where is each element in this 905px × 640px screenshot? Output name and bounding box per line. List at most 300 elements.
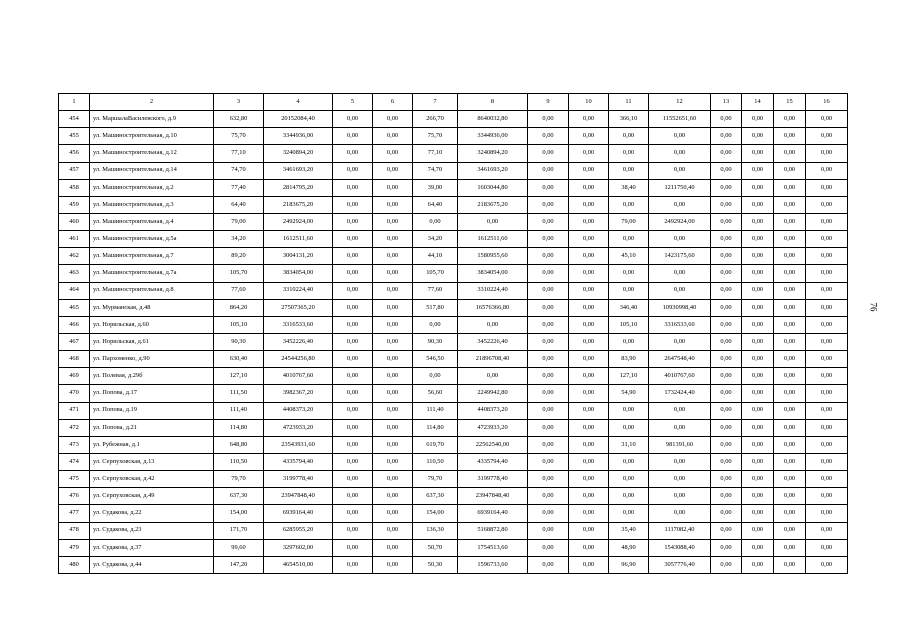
table-cell: 0,00 [569, 231, 609, 248]
table-cell: 0,00 [649, 128, 711, 145]
table-cell: 0,00 [373, 471, 413, 488]
table-cell: 0,00 [742, 402, 774, 419]
table-row [59, 419, 848, 436]
table-cell: 4408373,20 [458, 402, 528, 419]
table-cell: 0,00 [333, 265, 373, 282]
table-cell: 3834054,00 [264, 265, 333, 282]
table-cell: 0,00 [333, 351, 373, 368]
table-row [59, 162, 848, 179]
table-cell: 0,00 [333, 179, 373, 196]
table-cell: 64,40 [413, 196, 458, 213]
table-row [59, 213, 848, 230]
table-cell: 0,00 [649, 265, 711, 282]
table-cell: 0,00 [806, 368, 848, 385]
table-cell: 0,00 [373, 145, 413, 162]
table-cell: 0,00 [609, 145, 649, 162]
table-cell: 0,00 [806, 453, 848, 470]
table-cell: 0,00 [569, 505, 609, 522]
table-cell: 77,10 [214, 145, 264, 162]
table-cell: 0,00 [458, 213, 528, 230]
address-cell: ул. Попова, д.19 [90, 402, 214, 419]
table-cell: 0,00 [528, 539, 569, 556]
table-cell: 3461693,20 [458, 162, 528, 179]
table-cell: 0,00 [569, 213, 609, 230]
table-row [59, 128, 848, 145]
table-cell: 0,00 [373, 488, 413, 505]
table-cell: 0,00 [373, 402, 413, 419]
column-header: 5 [333, 94, 373, 111]
table-cell: 6285955,20 [264, 522, 333, 539]
table-cell: 0,00 [774, 128, 806, 145]
table-cell: 0,00 [569, 419, 609, 436]
table-cell: 3004131,20 [264, 248, 333, 265]
table-cell: 471 [59, 402, 90, 419]
table-cell: 0,00 [742, 351, 774, 368]
table-cell: 0,00 [528, 419, 569, 436]
table-cell: 50,30 [413, 556, 458, 573]
table-cell: 0,00 [711, 231, 742, 248]
table-cell: 0,00 [569, 368, 609, 385]
table-cell: 64,40 [214, 196, 264, 213]
address-cell: ул. Мурманская, д.48 [90, 299, 214, 316]
address-cell: ул. Попова, д.17 [90, 385, 214, 402]
table-cell: 0,00 [373, 556, 413, 573]
table-cell: 3982367,20 [264, 385, 333, 402]
table-cell: 0,00 [333, 333, 373, 350]
table-cell: 0,00 [609, 453, 649, 470]
table-cell: 3452226,40 [458, 333, 528, 350]
table-cell: 3310224,40 [458, 282, 528, 299]
table-cell: 0,00 [528, 453, 569, 470]
table-cell: 0,00 [711, 402, 742, 419]
table-cell: 24544256,80 [264, 351, 333, 368]
table-cell: 3057776,40 [649, 556, 711, 573]
table-cell: 0,00 [413, 213, 458, 230]
table-cell: 0,00 [806, 419, 848, 436]
table-cell: 83,90 [609, 351, 649, 368]
table-row [59, 299, 848, 316]
table-cell: 4654510,00 [264, 556, 333, 573]
table-cell: 0,00 [806, 556, 848, 573]
column-header: 4 [264, 94, 333, 111]
table-cell: 469 [59, 368, 90, 385]
table-cell: 0,00 [333, 505, 373, 522]
table-cell: 1543088,40 [649, 539, 711, 556]
table-cell: 2249942,80 [458, 385, 528, 402]
column-header: 12 [649, 94, 711, 111]
table-cell: 0,00 [528, 385, 569, 402]
table-cell: 0,00 [649, 333, 711, 350]
table-cell: 0,00 [774, 145, 806, 162]
column-header: 2 [90, 94, 214, 111]
table-row [59, 471, 848, 488]
table-cell: 0,00 [806, 179, 848, 196]
table-cell: 0,00 [373, 539, 413, 556]
table-cell: 0,00 [569, 385, 609, 402]
table-cell: 0,00 [711, 179, 742, 196]
table-cell: 0,00 [333, 471, 373, 488]
table-cell: 1732424,40 [649, 385, 711, 402]
table-cell: 0,00 [569, 316, 609, 333]
table-cell: 3834054,00 [458, 265, 528, 282]
table-cell: 0,00 [774, 539, 806, 556]
table-cell: 1603044,80 [458, 179, 528, 196]
table-cell: 1211750,40 [649, 179, 711, 196]
table-cell: 1612511,60 [264, 231, 333, 248]
table-cell: 0,00 [774, 162, 806, 179]
table-cell: 0,00 [413, 368, 458, 385]
table-cell: 0,00 [742, 231, 774, 248]
table-cell: 105,10 [214, 316, 264, 333]
table-cell: 0,00 [333, 368, 373, 385]
table-cell: 0,00 [333, 385, 373, 402]
table-cell: 77,40 [214, 179, 264, 196]
table-cell: 0,00 [528, 265, 569, 282]
table-cell: 56,60 [413, 385, 458, 402]
table-cell: 23947848,40 [458, 488, 528, 505]
table-cell: 0,00 [806, 128, 848, 145]
table-cell: 0,00 [711, 471, 742, 488]
table-cell: 648,80 [214, 436, 264, 453]
table-cell: 154,00 [214, 505, 264, 522]
table-cell: 0,00 [711, 145, 742, 162]
table-cell: 77,10 [413, 145, 458, 162]
table-cell: 6939164,40 [264, 505, 333, 522]
table-cell: 0,00 [806, 436, 848, 453]
table-cell: 0,00 [711, 111, 742, 128]
table-cell: 619,70 [413, 436, 458, 453]
table-cell: 0,00 [373, 368, 413, 385]
table-cell: 0,00 [333, 316, 373, 333]
table-cell: 0,00 [774, 471, 806, 488]
table-cell: 630,40 [214, 351, 264, 368]
table-cell: 0,00 [742, 248, 774, 265]
table-cell: 0,00 [649, 419, 711, 436]
table-cell: 2183675,20 [264, 196, 333, 213]
table-cell: 0,00 [742, 111, 774, 128]
table-cell: 105,70 [413, 265, 458, 282]
table-cell: 0,00 [373, 522, 413, 539]
table-row [59, 505, 848, 522]
table-cell: 0,00 [806, 299, 848, 316]
table-cell: 2647548,40 [649, 351, 711, 368]
table-cell: 0,00 [742, 453, 774, 470]
table-cell: 3240894,20 [264, 145, 333, 162]
table-cell: 0,00 [806, 248, 848, 265]
table-cell: 0,00 [373, 282, 413, 299]
table-cell: 3316533,60 [649, 316, 711, 333]
table-cell: 0,00 [774, 316, 806, 333]
table-cell: 0,00 [774, 522, 806, 539]
column-header: 9 [528, 94, 569, 111]
table-cell: 4723933,20 [264, 419, 333, 436]
table-cell: 0,00 [569, 539, 609, 556]
table-cell: 2183675,20 [458, 196, 528, 213]
table-cell: 0,00 [373, 196, 413, 213]
table-cell: 0,00 [774, 402, 806, 419]
table-cell: 0,00 [333, 213, 373, 230]
table-cell: 0,00 [569, 453, 609, 470]
table-cell: 476 [59, 488, 90, 505]
table-row [59, 196, 848, 213]
table-cell: 0,00 [333, 111, 373, 128]
table-cell: 4408373,20 [264, 402, 333, 419]
table-cell: 0,00 [333, 282, 373, 299]
table-cell: 0,00 [373, 299, 413, 316]
table-cell: 5168872,80 [458, 522, 528, 539]
table-cell: 34,20 [413, 231, 458, 248]
address-cell: ул. Попова, д.21 [90, 419, 214, 436]
table-cell: 0,00 [649, 402, 711, 419]
table-cell: 38,40 [609, 179, 649, 196]
table-row [59, 179, 848, 196]
table-cell: 0,00 [333, 556, 373, 573]
table-cell: 0,00 [458, 316, 528, 333]
table-cell: 0,00 [569, 522, 609, 539]
column-header: 1 [59, 94, 90, 111]
table-cell: 0,00 [742, 128, 774, 145]
table-cell: 48,90 [609, 539, 649, 556]
table-cell: 864,20 [214, 299, 264, 316]
table-cell: 74,70 [214, 162, 264, 179]
column-header: 3 [214, 94, 264, 111]
table-cell: 464 [59, 282, 90, 299]
address-cell: ул. Машиностроительная, д.12 [90, 145, 214, 162]
table-cell: 0,00 [333, 436, 373, 453]
table-cell: 3199778,40 [458, 471, 528, 488]
table-cell: 0,00 [806, 539, 848, 556]
table-cell: 473 [59, 436, 90, 453]
table-row [59, 231, 848, 248]
table-cell: 466 [59, 316, 90, 333]
table-row [59, 556, 848, 573]
table-cell: 0,00 [774, 282, 806, 299]
table-cell: 0,00 [528, 316, 569, 333]
table-row [59, 333, 848, 350]
table-cell: 0,00 [528, 505, 569, 522]
table-cell: 16576366,80 [458, 299, 528, 316]
table-cell: 35,40 [609, 522, 649, 539]
table-row [59, 316, 848, 333]
table-cell: 1612511,60 [458, 231, 528, 248]
address-cell: ул. Судакова, д.37 [90, 539, 214, 556]
table-cell: 0,00 [806, 351, 848, 368]
table-cell: 0,00 [609, 505, 649, 522]
table-cell: 34,20 [214, 231, 264, 248]
table-cell: 0,00 [649, 488, 711, 505]
table-cell: 479 [59, 539, 90, 556]
table-cell: 45,10 [609, 248, 649, 265]
table-cell: 0,00 [742, 471, 774, 488]
table-cell: 0,00 [569, 299, 609, 316]
table-cell: 0,00 [711, 316, 742, 333]
table-cell: 2814795,20 [264, 179, 333, 196]
table-cell: 0,00 [649, 231, 711, 248]
table-cell: 3461693,20 [264, 162, 333, 179]
table-cell: 21896708,40 [458, 351, 528, 368]
table-cell: 2492924,00 [264, 213, 333, 230]
table-row [59, 402, 848, 419]
table-cell: 0,00 [569, 488, 609, 505]
table-cell: 154,00 [413, 505, 458, 522]
table-cell: 0,00 [711, 556, 742, 573]
table-row [59, 385, 848, 402]
table-cell: 546,50 [413, 351, 458, 368]
table-cell: 50,70 [413, 539, 458, 556]
table-cell: 0,00 [333, 419, 373, 436]
table-cell: 0,00 [528, 111, 569, 128]
table-cell: 461 [59, 231, 90, 248]
address-cell: ул. Машиностроительная, д.7 [90, 248, 214, 265]
table-cell: 0,00 [711, 505, 742, 522]
table-cell: 0,00 [711, 368, 742, 385]
address-cell: ул. МаршалаВасилевского, д.9 [90, 111, 214, 128]
table-cell: 458 [59, 179, 90, 196]
table-cell: 0,00 [569, 145, 609, 162]
table-cell: 0,00 [609, 333, 649, 350]
table-cell: 147,20 [214, 556, 264, 573]
table-cell: 0,00 [711, 436, 742, 453]
table-cell: 0,00 [774, 385, 806, 402]
table-cell: 0,00 [333, 402, 373, 419]
table-cell: 0,00 [569, 162, 609, 179]
table-cell: 0,00 [373, 419, 413, 436]
table-cell: 0,00 [528, 128, 569, 145]
table-cell: 0,00 [373, 436, 413, 453]
table-cell: 0,00 [774, 351, 806, 368]
table-cell: 0,00 [569, 471, 609, 488]
table-cell: 23543931,60 [264, 436, 333, 453]
table-cell: 0,00 [609, 402, 649, 419]
table-cell: 0,00 [528, 282, 569, 299]
table-cell: 1596733,60 [458, 556, 528, 573]
column-header: 16 [806, 94, 848, 111]
table-cell: 114,80 [413, 419, 458, 436]
table-cell: 0,00 [333, 128, 373, 145]
table-cell: 0,00 [742, 419, 774, 436]
table-cell: 0,00 [711, 248, 742, 265]
table-cell: 0,00 [373, 333, 413, 350]
table-cell: 0,00 [649, 453, 711, 470]
table-cell: 0,00 [711, 162, 742, 179]
table-cell: 27507365,20 [264, 299, 333, 316]
table-cell: 0,00 [774, 196, 806, 213]
table-cell: 0,00 [333, 248, 373, 265]
table-cell: 0,00 [528, 145, 569, 162]
table-cell: 127,10 [214, 368, 264, 385]
table-cell: 0,00 [609, 196, 649, 213]
table-row [59, 145, 848, 162]
table-cell: 0,00 [609, 488, 649, 505]
address-cell: ул. Пархоменко, д.90 [90, 351, 214, 368]
table-cell: 0,00 [528, 436, 569, 453]
table-cell: 0,00 [373, 351, 413, 368]
table-cell: 475 [59, 471, 90, 488]
table-cell: 0,00 [528, 351, 569, 368]
address-cell: ул. Серпуховская, д.13 [90, 453, 214, 470]
table-cell: 0,00 [806, 162, 848, 179]
table-row [59, 111, 848, 128]
table-cell: 0,00 [742, 282, 774, 299]
table-cell: 1754513,60 [458, 539, 528, 556]
table-cell: 455 [59, 128, 90, 145]
table-cell: 0,00 [528, 196, 569, 213]
table-cell: 0,00 [742, 196, 774, 213]
table-cell: 0,00 [711, 453, 742, 470]
table-cell: 0,00 [569, 402, 609, 419]
table-cell: 0,00 [806, 316, 848, 333]
table-cell: 4010767,60 [649, 368, 711, 385]
table-cell: 114,80 [214, 419, 264, 436]
table-cell: 0,00 [742, 333, 774, 350]
table-cell: 457 [59, 162, 90, 179]
table-cell: 0,00 [711, 488, 742, 505]
table-cell: 0,00 [806, 265, 848, 282]
table-cell: 0,00 [609, 265, 649, 282]
table-cell: 0,00 [528, 368, 569, 385]
table-cell: 0,00 [774, 505, 806, 522]
table-cell: 75,70 [413, 128, 458, 145]
table-cell: 0,00 [528, 248, 569, 265]
table-cell: 111,50 [214, 385, 264, 402]
table-cell: 20152084,40 [264, 111, 333, 128]
table-cell: 0,00 [806, 522, 848, 539]
table-cell: 467 [59, 333, 90, 350]
table-cell: 110,50 [214, 453, 264, 470]
table-cell: 0,00 [774, 368, 806, 385]
table-cell: 79,00 [609, 213, 649, 230]
table-cell: 0,00 [711, 419, 742, 436]
table-cell: 0,00 [742, 213, 774, 230]
table-cell: 463 [59, 265, 90, 282]
table-cell: 0,00 [711, 299, 742, 316]
table-cell: 0,00 [528, 556, 569, 573]
table-cell: 3316533,60 [264, 316, 333, 333]
column-header: 6 [373, 94, 413, 111]
table-cell: 0,00 [774, 556, 806, 573]
table-cell: 79,70 [413, 471, 458, 488]
table-cell: 637,30 [413, 488, 458, 505]
table-cell: 478 [59, 522, 90, 539]
address-cell: ул. Судакова, д.44 [90, 556, 214, 573]
table-cell: 4335794,40 [264, 453, 333, 470]
table-cell: 1423175,60 [649, 248, 711, 265]
table-cell: 0,00 [569, 282, 609, 299]
table-cell: 0,00 [569, 196, 609, 213]
table-cell: 0,00 [649, 162, 711, 179]
table-cell: 3297602,00 [264, 539, 333, 556]
table-cell: 0,00 [806, 282, 848, 299]
table-cell: 0,00 [649, 505, 711, 522]
table-cell: 0,00 [774, 231, 806, 248]
table-cell: 0,00 [742, 265, 774, 282]
table-cell: 0,00 [742, 539, 774, 556]
table-cell: 0,00 [609, 471, 649, 488]
table-cell: 75,70 [214, 128, 264, 145]
table-cell: 4335794,40 [458, 453, 528, 470]
table-cell: 2492924,00 [649, 213, 711, 230]
table-cell: 3344936,00 [264, 128, 333, 145]
table-row [59, 453, 848, 470]
address-cell: ул. Машиностроительная, д.4 [90, 213, 214, 230]
table-cell: 1580955,60 [458, 248, 528, 265]
table-cell: 0,00 [774, 111, 806, 128]
address-cell: ул. Машиностроительная, д.2 [90, 179, 214, 196]
column-header: 7 [413, 94, 458, 111]
table-cell: 0,00 [806, 111, 848, 128]
table-cell: 0,00 [742, 162, 774, 179]
table-cell: 366,10 [609, 111, 649, 128]
